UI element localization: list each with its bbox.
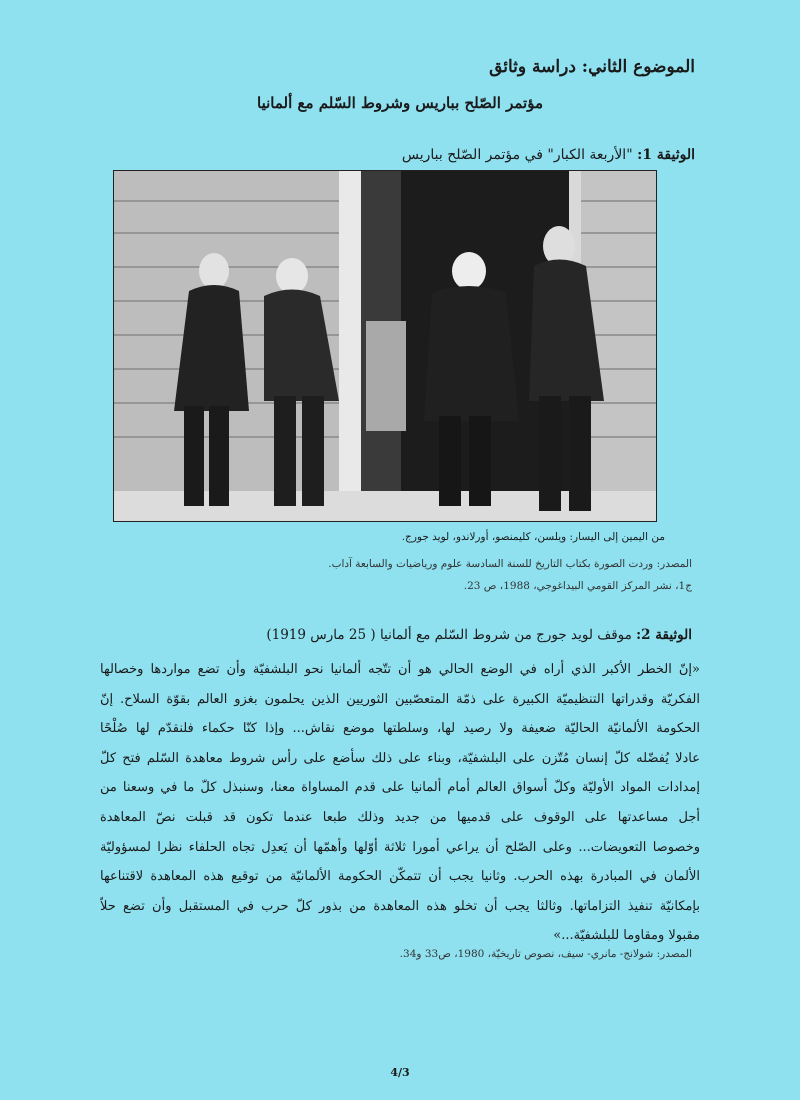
photo-caption: من اليمين إلى اليسار: ويلسن، كليمنصو، أورلاندو، لويد جورج. xyxy=(401,531,665,543)
photo-illustration xyxy=(114,171,656,521)
quote-line: الحكومة الألمانيّة الحاليّة ضعيفة ولا رصيد لها، وسلطتها موضع نقاش... وإذا كنّا حكماء فلنقدّم لها صُلْحًا xyxy=(100,721,700,737)
document-1-title: "الأربعة الكبار" في مؤتمر الصّلح بباريس xyxy=(401,147,633,163)
quote-line: «إنّ الخطر الأكبر الذي أراه في الوضع الحالي هو أن تتّجه ألمانيا نحو البلشفيّة وأن تضع مواردها وخصالها xyxy=(100,662,700,677)
quote-line: إمدادات المواد الأوليّة وكلّ أسواق العالم أمام ألمانيا على قدم المساواة معنا، وسنبذل كلّ ما في وسعنا من xyxy=(100,780,700,796)
document-1-source-line-2: ج1، نشر المركز القومي البيداغوجي، 1988، ص 23. xyxy=(463,580,692,592)
document-1-heading xyxy=(402,147,695,163)
topic-heading: الموضوع الثاني: دراسة وثائق xyxy=(489,57,695,77)
document-2-label: الوثيقة 2: xyxy=(636,627,692,643)
document-1-label: الوثيقة 1: xyxy=(637,147,695,163)
quote-line: الألمان في المبادرة بهذه الحرب. وثانيا يجب أن تتمكّن الحكومة الألمانيّة من توقيع هذه المعاهدة لاقتناعها xyxy=(100,869,700,885)
quote-line: بإمكانيّة تنفيذ التزاماتها. وثالثا يجب أن تخلو هذه المعاهدة من بذور كلّ حرب في المستقبل وأن تضع حلاّ xyxy=(100,898,700,914)
document-2-title: موقف لويد جورج من شروط السّلم مع ألمانيا ( 25 مارس 1919) xyxy=(266,627,632,643)
quote-line: عادلا يُفضّله كلّ إنسان مُتّزن على البلشفيّة، وبناء على ذلك سأضع على رأس شروط معاهدة السّلم فتح كلّ xyxy=(100,750,700,766)
quote-line: أجل مساعدتها على الوقوف على قدميها من جديد وذلك طبعا عندما تكون قد قبلت نصّ المعاهدة xyxy=(100,809,700,825)
document-1-source xyxy=(92,553,692,597)
page-subtitle: مؤتمر الصّلح بباريس وشروط السّلم مع ألمانيا xyxy=(257,94,543,112)
quote-line: وخصوصا التعويضات... وعلى الصّلح أن يراعي أمورا ثلاثة أوّلها وأهمّها أن يَعدِل تجاه الحلفاء نظرا لمسؤوليّة xyxy=(100,839,700,855)
document-2-source: المصدر: شولانج- مانري- سيف، نصوص تاريخيّة، 1980، ص33 و34. xyxy=(399,948,692,960)
quote-line: الفكريّة وقدراتها التنظيميّة الكبيرة على ذمّة المتعصّبين الثوريين الذين يحلمون بغزو العالم بقوّة السلاح. إنّ xyxy=(100,691,700,707)
quote-line: مقبولا ومقاوما للبلشفيّة...» xyxy=(553,928,700,944)
document-2-heading xyxy=(266,627,692,643)
document-1-source-line-1: المصدر: وردت الصورة بكتاب التاريخ للسنة السادسة علوم ورياضيات والسابعة آداب. xyxy=(328,558,692,570)
lloyd-george-quote xyxy=(100,655,700,951)
big-four-photo xyxy=(113,170,657,522)
page-number: 4/3 xyxy=(390,1066,410,1079)
